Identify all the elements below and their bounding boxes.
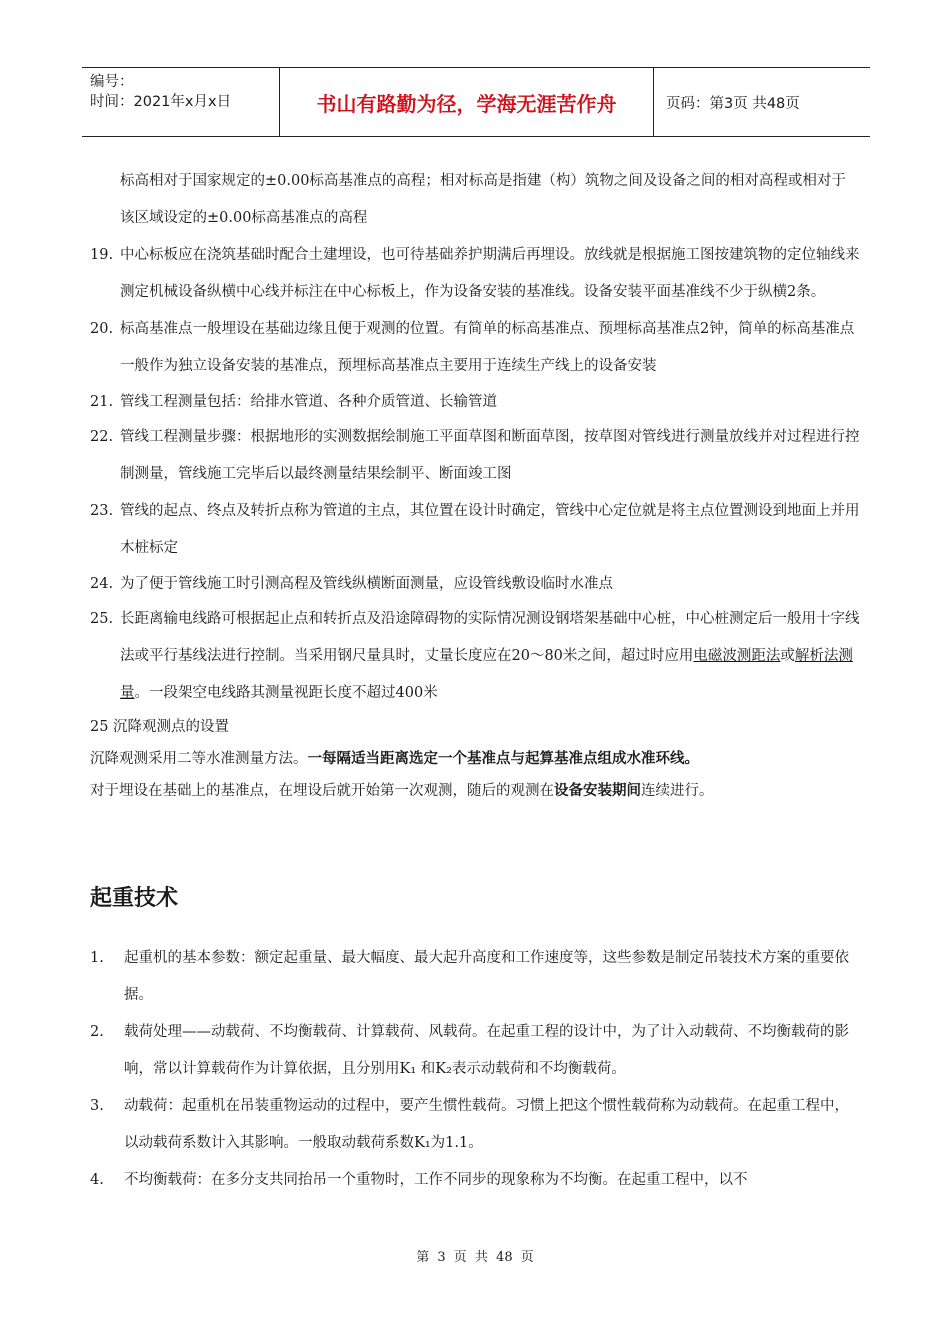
- list-item: [90, 1014, 860, 1088]
- settlement-paragraph-2: [90, 775, 860, 807]
- list-item-number: 2.: [90, 1024, 104, 1040]
- analytic-survey-link[interactable]: 解析法测量: [120, 648, 853, 701]
- settlement-text-tail: 连续进行。: [641, 783, 714, 799]
- list-item-text: 长距离输电线路可根据起止点和转折点及沿途障碍物的实际情况测设钢塔架基础中心桩，中心桩测定后一般用十字线法或平行基线法进行控制。当采用钢尺量具时，丈量长度应在20～80米之间，超过时应用: [120, 611, 860, 664]
- list-item: [90, 385, 860, 419]
- header-motto: 书山有路勤为径，学海无涯苦作舟: [280, 68, 654, 136]
- conjunction-text: 或: [780, 648, 795, 664]
- section-title: 起重技术: [90, 886, 179, 911]
- emw-ranging-link[interactable]: 电磁波测距法: [693, 648, 781, 664]
- list-item-text: 为了便于管线施工时引测高程及管线纵横断面测量，应设管线敷设临时水准点: [120, 576, 613, 592]
- list-item-number: 21.: [90, 394, 114, 410]
- list-item: [90, 567, 860, 601]
- doc-number-label: 编号：: [90, 74, 134, 90]
- list-item-number: 25.: [90, 611, 114, 627]
- list-item-text-tail: 。一段架空电线路其测量视距长度不超过400米: [134, 685, 438, 701]
- settlement-heading: 25 沉降观测点的设置: [90, 719, 230, 735]
- list-item: [90, 493, 860, 567]
- list-item-number: 1.: [90, 950, 104, 966]
- settlement-text: 沉降观测采用二等水准测量方法。: [90, 751, 308, 767]
- list-item: [90, 311, 860, 385]
- list-item-number: 4.: [90, 1172, 104, 1188]
- list-item: [90, 1162, 860, 1199]
- list-item: [90, 237, 860, 311]
- list-item-number: 24.: [90, 576, 114, 592]
- list-item-text: 不均衡载荷：在多分支共同抬吊一个重物时，工作不同步的现象称为不均衡。在起重工程中，以不: [124, 1172, 748, 1188]
- page-header: [82, 67, 870, 137]
- settlement-emphasis: 设备安装期间: [554, 782, 641, 799]
- header-page-code: 页码：第3页 共48页: [666, 95, 800, 112]
- list-item-number: 20.: [90, 321, 114, 337]
- list-item-text: 管线的起点、终点及转折点称为管道的主点，其位置在设计时确定，管线中心定位就是将主点位置测设到地面上并用木桩标定: [120, 503, 860, 556]
- list-item-number: 22.: [90, 429, 114, 445]
- list-item-text: 动载荷：起重机在吊装重物运动的过程中，要产生惯性载荷。习惯上把这个惯性载荷称为动载荷。在起重工程中，以动载荷系数计入其影响。一般取动载荷系数K₁为1.1。: [124, 1098, 849, 1151]
- list-item-text: 载荷处理——动载荷、不均衡载荷、计算载荷、风载荷。在起重工程的设计中，为了计入动载荷、不均衡载荷的影响，常以计算载荷作为计算依据，且分别用K₁ 和K₂表示动载荷和不均衡载荷。: [124, 1024, 849, 1077]
- list-item: [90, 1088, 860, 1162]
- list-item-number: 23.: [90, 503, 114, 519]
- list-item-text: 标高基准点一般埋设在基础边缘且便于观测的位置。有简单的标高基准点、预埋标高基准点2钟，简单的标高基准点一般作为独立设备安装的基准点，预埋标高基准点主要用于连续生产线上的设备安装: [120, 321, 855, 374]
- list-item-number: 3.: [90, 1098, 104, 1114]
- list-item-text: 中心标板应在浇筑基础时配合土建埋设，也可待基础养护期满后再埋设。放线就是根据施工图按建筑物的定位轴线来测定机械设备纵横中心线并标注在中心标板上，作为设备安装的基准线。设备安装平面基准线不少于纵横2条。: [120, 247, 860, 300]
- document-body: [90, 163, 860, 1199]
- list-item: [90, 419, 860, 493]
- list-item-text: 管线工程测量步骤：根据地形的实测数据绘制施工平面草图和断面草图，按草图对管线进行测量放线并对过程进行控制测量，管线施工完毕后以最终测量结果绘制平、断面竣工图: [120, 429, 860, 482]
- settlement-paragraph-1: [90, 743, 860, 775]
- settlement-emphasis: 一每隔适当距离选定一个基准点与起算基准点组成水准环线。: [307, 750, 699, 767]
- paragraph-18-continued: 标高相对于国家规定的±0.00标高基准点的高程；相对标高是指建（构）筑物之间及设备之间的相对高程或相对于该区域设定的±0.00标高基准点的高程: [120, 173, 846, 226]
- page-footer: 第 3 页 共 48 页: [416, 1250, 534, 1265]
- doc-date: 时间：2021年x月x日: [90, 94, 232, 110]
- list-item: [90, 940, 860, 1014]
- list-item-text: 管线工程测量包括：给排水管道、各种介质管道、长输管道: [120, 394, 497, 410]
- settlement-text: 对于埋设在基础上的基准点，在埋设后就开始第一次观测，随后的观测在: [90, 783, 554, 799]
- list-item-number: 19.: [90, 247, 114, 263]
- list-item-text: 起重机的基本参数：额定起重量、最大幅度、最大起升高度和工作速度等，这些参数是制定吊装技术方案的重要依据。: [124, 950, 849, 1003]
- header-meta: [82, 68, 280, 136]
- list-item: [90, 601, 860, 712]
